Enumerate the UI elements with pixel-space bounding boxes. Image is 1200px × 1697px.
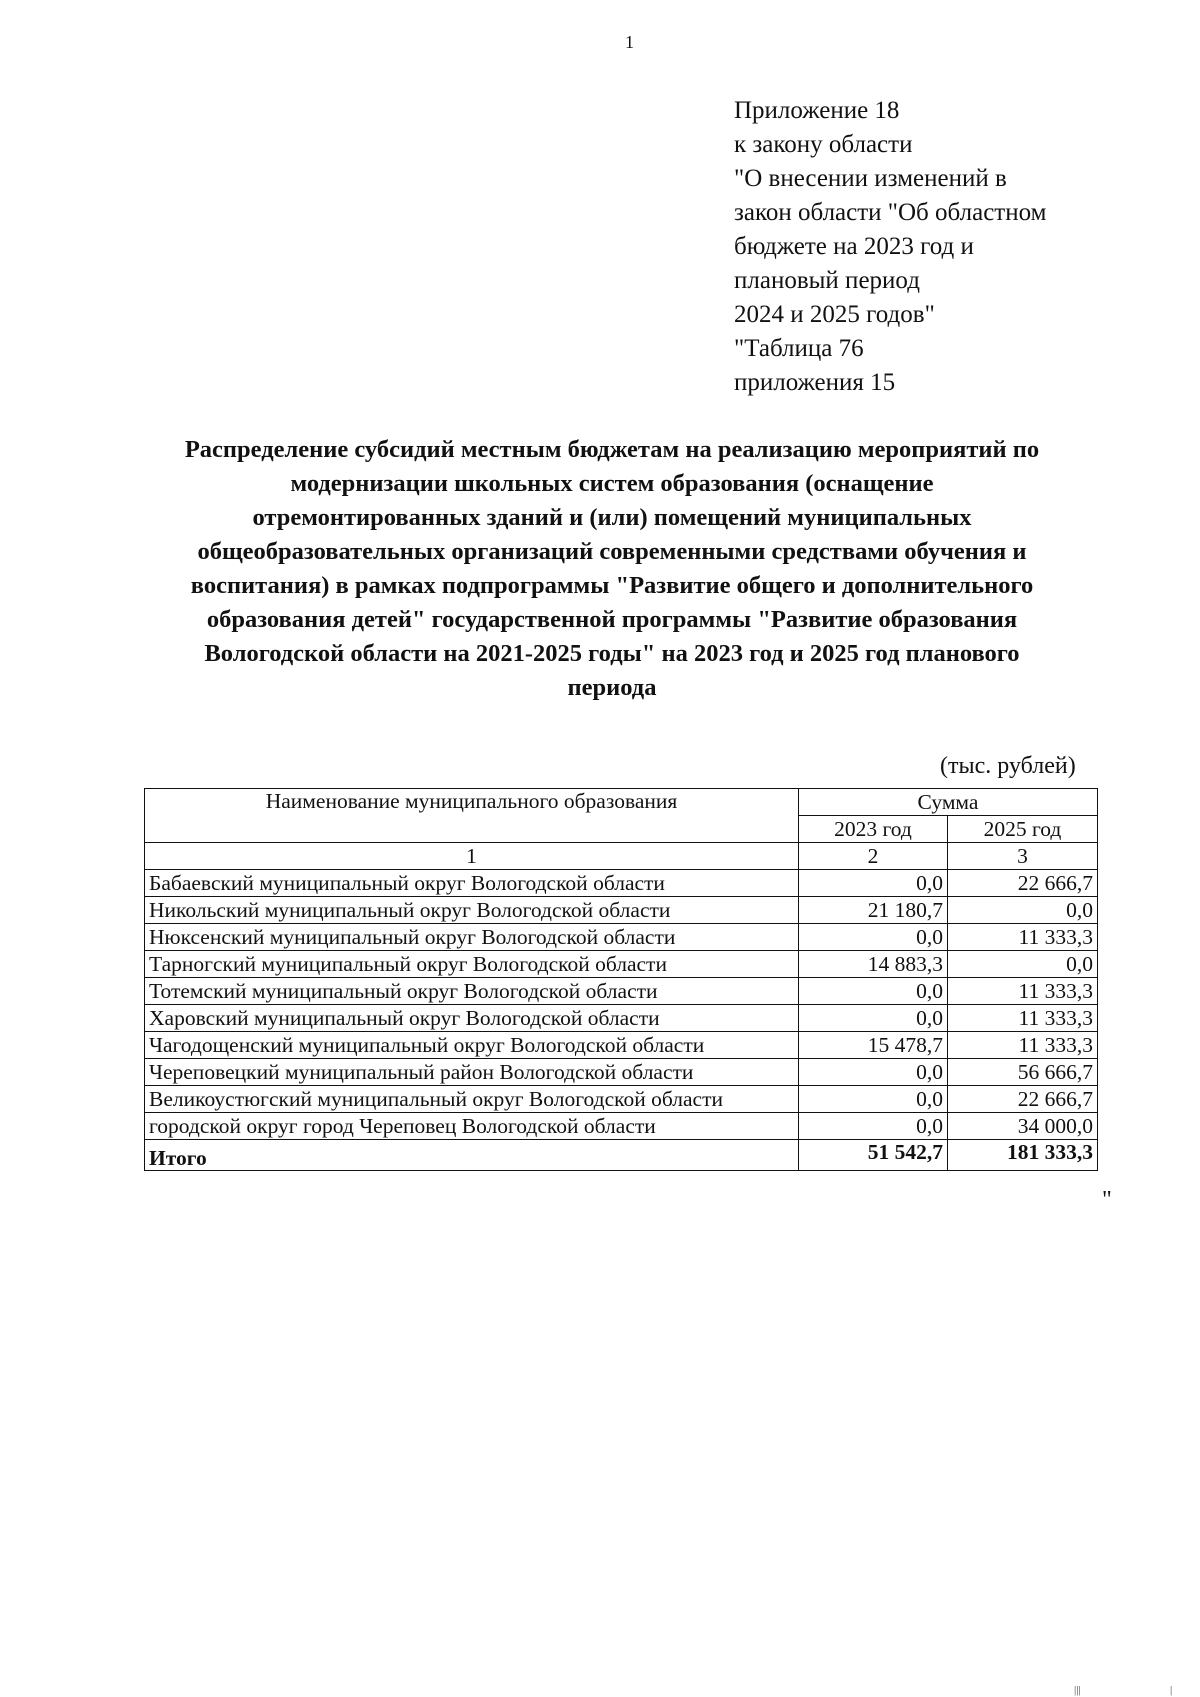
table-row: [145, 1005, 1098, 1032]
appendix-header: [734, 94, 1154, 400]
appendix-line: Приложение 18: [734, 97, 900, 124]
total-2023: 51 542,7: [799, 1140, 948, 1171]
row-2023: 21 180,7: [799, 897, 948, 924]
total-label: Итого: [145, 1140, 799, 1171]
table-row: [145, 951, 1098, 978]
title-line: воспитания) в рамках подпрограммы "Развитие общего и дополнительного: [190, 572, 1034, 599]
row-name: Харовский муниципальный округ Вологодской области: [145, 1005, 799, 1032]
row-2025: 0,0: [948, 897, 1098, 924]
closing-quote: ": [1102, 1187, 1112, 1213]
row-2025: 56 666,7: [948, 1059, 1098, 1086]
row-name: Чагодощенский муниципальный округ Вологодской области: [145, 1032, 799, 1059]
title-line: отремонтированных зданий и (или) помещений муниципальных: [252, 504, 972, 531]
total-row: [145, 1140, 1098, 1171]
row-2023: 0,0: [799, 978, 948, 1005]
column-number: 1: [145, 843, 799, 870]
header-row: [145, 789, 1098, 816]
title-line: общеобразовательных организаций современными средствами обучения и: [197, 538, 1027, 565]
row-name: Тотемский муниципальный округ Вологодской области: [145, 978, 799, 1005]
table-row: [145, 1086, 1098, 1113]
row-name: Бабаевский муниципальный округ Вологодской области: [145, 870, 799, 897]
row-name: Череповецкий муниципальный район Вологодской области: [145, 1059, 799, 1086]
row-name: городской округ город Череповец Вологодской области: [145, 1113, 799, 1140]
row-2023: 0,0: [799, 1059, 948, 1086]
column-number: 2: [799, 843, 948, 870]
page-number: 1: [625, 32, 634, 52]
row-2025: 34 000,0: [948, 1113, 1098, 1140]
appendix-line: к закону области: [734, 131, 913, 158]
row-2025: 11 333,3: [948, 1032, 1098, 1059]
table-row: [145, 978, 1098, 1005]
row-2023: 0,0: [799, 870, 948, 897]
title-line: Вологодской области на 2021-2025 годы" на 2023 год и 2025 год планового: [204, 640, 1020, 667]
row-2023: 15 478,7: [799, 1032, 948, 1059]
row-name: Нюксенский муниципальный округ Вологодской области: [145, 924, 799, 951]
row-2025: 11 333,3: [948, 1005, 1098, 1032]
table-row: [145, 924, 1098, 951]
header-name: Наименование муниципального образования: [145, 789, 799, 843]
scan-artifact: |||: [1074, 1684, 1081, 1696]
total-2025: 181 333,3: [948, 1140, 1098, 1171]
table-row: [145, 1113, 1098, 1140]
row-2023: 0,0: [799, 1086, 948, 1113]
appendix-line: приложения 15: [734, 369, 896, 396]
scan-artifact: |: [1170, 1684, 1173, 1696]
row-name: Великоустюгский муниципальный округ Вологодской области: [145, 1086, 799, 1113]
title-line: модернизации школьных систем образования (оснащение: [290, 470, 934, 497]
column-number: 3: [948, 843, 1098, 870]
table-row: [145, 870, 1098, 897]
title-line: Распределение субсидий местным бюджетам на реализацию мероприятий по: [184, 436, 1040, 463]
row-name: Тарногский муниципальный округ Вологодской области: [145, 951, 799, 978]
appendix-line: плановый период: [734, 267, 920, 294]
row-2025: 22 666,7: [948, 870, 1098, 897]
row-2025: 0,0: [948, 951, 1098, 978]
row-name: Никольский муниципальный округ Вологодской области: [145, 897, 799, 924]
appendix-line: "Таблица 76: [734, 335, 864, 362]
row-2023: 0,0: [799, 1005, 948, 1032]
subsidy-table: [144, 788, 1098, 1171]
title-line: периода: [567, 674, 657, 701]
header-sum: Сумма: [799, 789, 1098, 816]
appendix-line: закон области "Об областном: [734, 199, 1047, 226]
column-number-row: [145, 843, 1098, 870]
row-2023: 0,0: [799, 1113, 948, 1140]
units-label: (тыс. рублей): [940, 753, 1076, 779]
document-title: [138, 433, 1086, 705]
table-row: [145, 897, 1098, 924]
row-2025: 11 333,3: [948, 924, 1098, 951]
appendix-line: "О внесении изменений в: [734, 165, 1007, 192]
header-year-2025: 2025 год: [948, 816, 1098, 843]
table-row: [145, 1059, 1098, 1086]
appendix-line: 2024 и 2025 годов": [734, 301, 935, 328]
header-year-2023: 2023 год: [799, 816, 948, 843]
appendix-line: бюджете на 2023 год и: [734, 233, 974, 260]
row-2023: 14 883,3: [799, 951, 948, 978]
table-row: [145, 1032, 1098, 1059]
row-2025: 22 666,7: [948, 1086, 1098, 1113]
row-2023: 0,0: [799, 924, 948, 951]
title-line: образования детей" государственной программы "Развитие образования: [206, 606, 1018, 633]
row-2025: 11 333,3: [948, 978, 1098, 1005]
